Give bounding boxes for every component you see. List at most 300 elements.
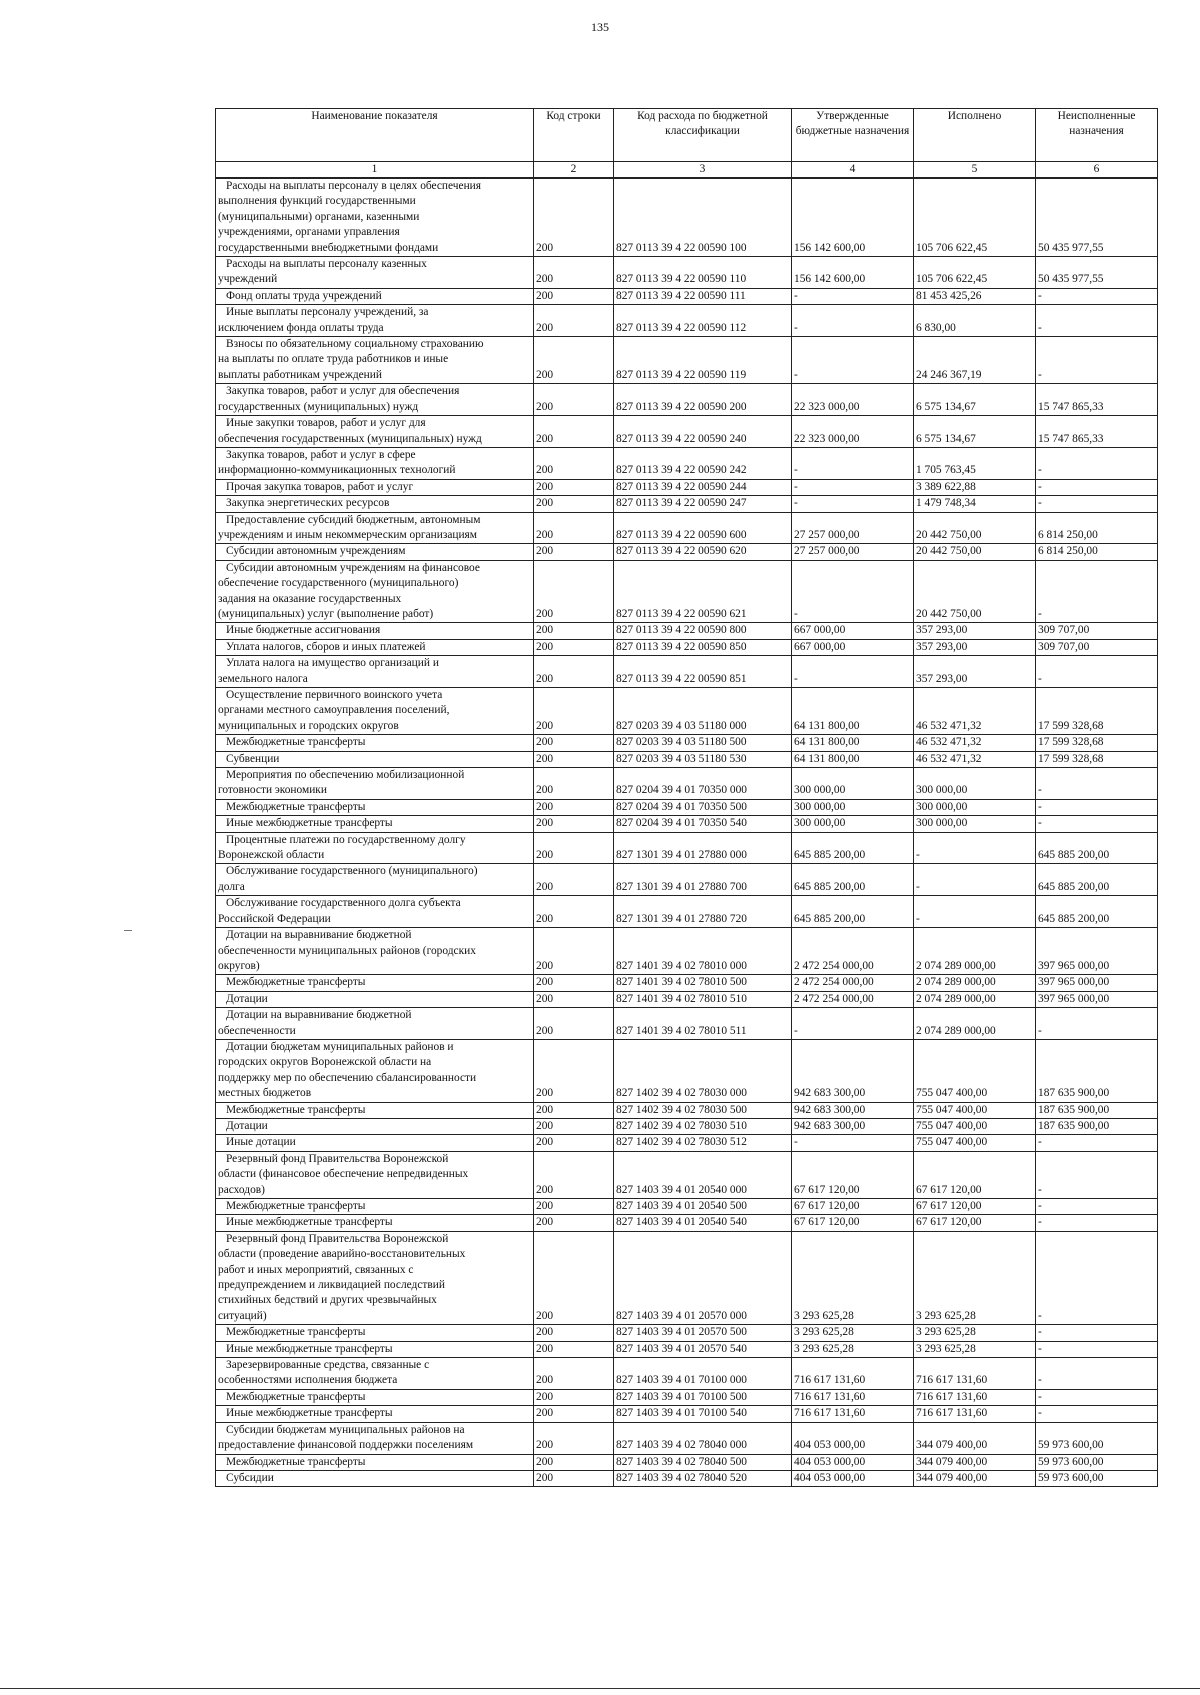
cell-unexecuted: - xyxy=(1036,496,1158,512)
table-row xyxy=(216,447,1158,479)
table-row xyxy=(216,688,1158,735)
cell-name: Субсидии xyxy=(216,1470,534,1486)
cell-name: Дотации бюджетам муниципальных районов и городских округов Воронежской области на поддержку мер по обеспечению сбалансированности местных бюджетов xyxy=(216,1039,534,1102)
cell-unexecuted: - xyxy=(1036,1135,1158,1151)
cell-approved: - xyxy=(792,288,914,304)
cell-classification: 827 1301 39 4 01 27880 720 xyxy=(614,896,792,928)
cell-name: Межбюджетные трансферты xyxy=(216,1102,534,1118)
cell-classification: 827 1401 39 4 02 78010 510 xyxy=(614,991,792,1007)
cell-classification: 827 0113 39 4 22 00590 242 xyxy=(614,447,792,479)
cell-executed: 344 079 400,00 xyxy=(914,1470,1036,1486)
cell-classification: 827 1403 39 4 01 20540 000 xyxy=(614,1151,792,1198)
cell-line-code: 200 xyxy=(534,1454,614,1470)
cell-executed: 81 453 425,26 xyxy=(914,288,1036,304)
cell-approved: 667 000,00 xyxy=(792,623,914,639)
cell-name: Субвенции xyxy=(216,751,534,767)
table-row xyxy=(216,639,1158,655)
col-header-approved: Утвержденные бюджетные назначения xyxy=(792,109,914,162)
cell-approved: 64 131 800,00 xyxy=(792,751,914,767)
table-row xyxy=(216,560,1158,623)
cell-line-code: 200 xyxy=(534,178,614,257)
cell-line-code: 200 xyxy=(534,816,614,832)
col-number: 1 xyxy=(216,162,534,179)
cell-name: Межбюджетные трансферты xyxy=(216,1199,534,1215)
cell-unexecuted: 59 973 600,00 xyxy=(1036,1470,1158,1486)
cell-executed: 1 479 748,34 xyxy=(914,496,1036,512)
cell-approved: 716 617 131,60 xyxy=(792,1389,914,1405)
cell-approved: 2 472 254 000,00 xyxy=(792,975,914,991)
cell-name: Межбюджетные трансферты xyxy=(216,735,534,751)
table-row xyxy=(216,1341,1158,1357)
cell-unexecuted: - xyxy=(1036,1215,1158,1231)
cell-classification: 827 1403 39 4 02 78040 000 xyxy=(614,1422,792,1454)
cell-name: Межбюджетные трансферты xyxy=(216,799,534,815)
table-row xyxy=(216,1422,1158,1454)
cell-name: Взносы по обязательному социальному страхованию на выплаты по оплате труда работников и иные выплаты работникам учреждений xyxy=(216,337,534,384)
cell-approved: 716 617 131,60 xyxy=(792,1358,914,1390)
cell-classification: 827 0113 39 4 22 00590 240 xyxy=(614,416,792,448)
cell-unexecuted: - xyxy=(1036,1389,1158,1405)
cell-approved: 64 131 800,00 xyxy=(792,688,914,735)
cell-unexecuted: - xyxy=(1036,1406,1158,1422)
cell-line-code: 200 xyxy=(534,864,614,896)
cell-approved: 942 683 300,00 xyxy=(792,1102,914,1118)
cell-unexecuted: - xyxy=(1036,1199,1158,1215)
cell-executed: - xyxy=(914,896,1036,928)
cell-line-code: 200 xyxy=(534,1325,614,1341)
table-row xyxy=(216,1199,1158,1215)
cell-classification: 827 1402 39 4 02 78030 500 xyxy=(614,1102,792,1118)
cell-approved: 156 142 600,00 xyxy=(792,257,914,289)
cell-line-code: 200 xyxy=(534,1215,614,1231)
cell-unexecuted: - xyxy=(1036,1341,1158,1357)
cell-classification: 827 1402 39 4 02 78030 510 xyxy=(614,1118,792,1134)
table-row xyxy=(216,896,1158,928)
table-row xyxy=(216,768,1158,800)
cell-approved: 404 053 000,00 xyxy=(792,1454,914,1470)
cell-executed: 20 442 750,00 xyxy=(914,560,1036,623)
cell-name: Субсидии автономным учреждениям на финансовое обеспечение государственного (муниципального) задания на оказание государственных (муниципальных) услуг (выполнение работ) xyxy=(216,560,534,623)
cell-name: Дотации на выравнивание бюджетной обеспеченности муниципальных районов (городских округов) xyxy=(216,928,534,975)
cell-name: Субсидии автономным учреждениям xyxy=(216,544,534,560)
table-row xyxy=(216,1039,1158,1102)
cell-approved: - xyxy=(792,479,914,495)
cell-line-code: 200 xyxy=(534,1118,614,1134)
cell-executed: 6 830,00 xyxy=(914,305,1036,337)
cell-unexecuted: - xyxy=(1036,1358,1158,1390)
table-row xyxy=(216,623,1158,639)
cell-name: Процентные платежи по государственному долгу Воронежской области xyxy=(216,832,534,864)
cell-classification: 827 0113 39 4 22 00590 110 xyxy=(614,257,792,289)
cell-unexecuted: 17 599 328,68 xyxy=(1036,751,1158,767)
cell-name: Иные бюджетные ассигнования xyxy=(216,623,534,639)
cell-classification: 827 0113 39 4 22 00590 100 xyxy=(614,178,792,257)
cell-executed: 3 293 625,28 xyxy=(914,1231,1036,1324)
cell-classification: 827 1301 39 4 01 27880 000 xyxy=(614,832,792,864)
table-row xyxy=(216,832,1158,864)
cell-name: Фонд оплаты труда учреждений xyxy=(216,288,534,304)
cell-unexecuted: 187 635 900,00 xyxy=(1036,1102,1158,1118)
table-row xyxy=(216,1325,1158,1341)
cell-name: Межбюджетные трансферты xyxy=(216,1454,534,1470)
cell-executed: 6 575 134,67 xyxy=(914,384,1036,416)
cell-name: Иные выплаты персоналу учреждений, за исключением фонда оплаты труда xyxy=(216,305,534,337)
cell-line-code: 200 xyxy=(534,623,614,639)
cell-approved: - xyxy=(792,656,914,688)
cell-approved: 667 000,00 xyxy=(792,639,914,655)
table-row xyxy=(216,305,1158,337)
cell-name: Закупка товаров, работ и услуг в сфере информационно-коммуникационных технологий xyxy=(216,447,534,479)
cell-classification: 827 1403 39 4 01 70100 500 xyxy=(614,1389,792,1405)
table-row xyxy=(216,928,1158,975)
cell-classification: 827 1403 39 4 01 20570 000 xyxy=(614,1231,792,1324)
cell-name: Иные межбюджетные трансферты xyxy=(216,1341,534,1357)
cell-unexecuted: 645 885 200,00 xyxy=(1036,832,1158,864)
cell-approved: 2 472 254 000,00 xyxy=(792,928,914,975)
cell-line-code: 200 xyxy=(534,1008,614,1040)
table-row xyxy=(216,1358,1158,1390)
cell-line-code: 200 xyxy=(534,639,614,655)
col-number: 2 xyxy=(534,162,614,179)
cell-classification: 827 0113 39 4 22 00590 200 xyxy=(614,384,792,416)
cell-line-code: 200 xyxy=(534,512,614,544)
cell-approved: 27 257 000,00 xyxy=(792,512,914,544)
cell-classification: 827 1301 39 4 01 27880 700 xyxy=(614,864,792,896)
cell-executed: 2 074 289 000,00 xyxy=(914,1008,1036,1040)
col-number: 4 xyxy=(792,162,914,179)
cell-classification: 827 1403 39 4 02 78040 500 xyxy=(614,1454,792,1470)
cell-line-code: 200 xyxy=(534,560,614,623)
cell-classification: 827 0113 39 4 22 00590 247 xyxy=(614,496,792,512)
cell-approved: 404 053 000,00 xyxy=(792,1470,914,1486)
cell-name: Иные межбюджетные трансферты xyxy=(216,1406,534,1422)
cell-classification: 827 1403 39 4 02 78040 520 xyxy=(614,1470,792,1486)
cell-approved: - xyxy=(792,447,914,479)
cell-unexecuted: - xyxy=(1036,560,1158,623)
cell-line-code: 200 xyxy=(534,975,614,991)
cell-unexecuted: 6 814 250,00 xyxy=(1036,512,1158,544)
cell-classification: 827 1403 39 4 01 20540 500 xyxy=(614,1199,792,1215)
cell-unexecuted: - xyxy=(1036,799,1158,815)
cell-approved: 300 000,00 xyxy=(792,768,914,800)
cell-executed: 755 047 400,00 xyxy=(914,1102,1036,1118)
cell-executed: 300 000,00 xyxy=(914,816,1036,832)
cell-executed: 2 074 289 000,00 xyxy=(914,991,1036,1007)
cell-unexecuted: - xyxy=(1036,1325,1158,1341)
cell-classification: 827 1401 39 4 02 78010 000 xyxy=(614,928,792,975)
cell-executed: 20 442 750,00 xyxy=(914,512,1036,544)
cell-line-code: 200 xyxy=(534,1341,614,1357)
cell-classification: 827 0204 39 4 01 70350 000 xyxy=(614,768,792,800)
cell-executed: 357 293,00 xyxy=(914,656,1036,688)
cell-classification: 827 1403 39 4 01 20570 540 xyxy=(614,1341,792,1357)
cell-classification: 827 0113 39 4 22 00590 244 xyxy=(614,479,792,495)
cell-classification: 827 0113 39 4 22 00590 119 xyxy=(614,337,792,384)
cell-name: Резервный фонд Правительства Воронежской области (проведение аварийно-восстановительных работ и иных мероприятий, связанных с предупреждением и ликвидацией последствий стихийных бедствий и других чрезвычайных ситуаций) xyxy=(216,1231,534,1324)
cell-unexecuted: 309 707,00 xyxy=(1036,639,1158,655)
cell-name: Осуществление первичного воинского учета органами местного самоуправления поселений, муниципальных и городских округов xyxy=(216,688,534,735)
cell-approved: 3 293 625,28 xyxy=(792,1231,914,1324)
table-header xyxy=(216,109,1158,179)
cell-unexecuted: 397 965 000,00 xyxy=(1036,991,1158,1007)
cell-name: Обслуживание государственного долга субъекта Российской Федерации xyxy=(216,896,534,928)
cell-line-code: 200 xyxy=(534,751,614,767)
cell-classification: 827 0204 39 4 01 70350 540 xyxy=(614,816,792,832)
cell-unexecuted: - xyxy=(1036,305,1158,337)
cell-name: Межбюджетные трансферты xyxy=(216,1389,534,1405)
cell-line-code: 200 xyxy=(534,305,614,337)
cell-name: Расходы на выплаты персоналу казенных учреждений xyxy=(216,257,534,289)
cell-name: Зарезервированные средства, связанные с особенностями исполнения бюджета xyxy=(216,1358,534,1390)
cell-approved: 64 131 800,00 xyxy=(792,735,914,751)
cell-name: Межбюджетные трансферты xyxy=(216,975,534,991)
table-row xyxy=(216,991,1158,1007)
col-number: 3 xyxy=(614,162,792,179)
cell-line-code: 200 xyxy=(534,257,614,289)
cell-unexecuted: - xyxy=(1036,447,1158,479)
cell-approved: 67 617 120,00 xyxy=(792,1199,914,1215)
table-row xyxy=(216,1102,1158,1118)
cell-approved: 404 053 000,00 xyxy=(792,1422,914,1454)
cell-classification: 827 1403 39 4 01 70100 540 xyxy=(614,1406,792,1422)
cell-name: Иные закупки товаров, работ и услуг для обеспечения государственных (муниципальных) нужд xyxy=(216,416,534,448)
cell-classification: 827 1401 39 4 02 78010 500 xyxy=(614,975,792,991)
cell-unexecuted: 50 435 977,55 xyxy=(1036,178,1158,257)
cell-unexecuted: 17 599 328,68 xyxy=(1036,735,1158,751)
cell-approved: - xyxy=(792,1008,914,1040)
table-row xyxy=(216,479,1158,495)
cell-line-code: 200 xyxy=(534,688,614,735)
cell-approved: - xyxy=(792,560,914,623)
table-row xyxy=(216,1389,1158,1405)
cell-approved: 156 142 600,00 xyxy=(792,178,914,257)
cell-executed: 105 706 622,45 xyxy=(914,257,1036,289)
cell-unexecuted: 645 885 200,00 xyxy=(1036,864,1158,896)
table-row xyxy=(216,1135,1158,1151)
cell-classification: 827 0113 39 4 22 00590 600 xyxy=(614,512,792,544)
cell-line-code: 200 xyxy=(534,1039,614,1102)
cell-unexecuted: 15 747 865,33 xyxy=(1036,384,1158,416)
cell-line-code: 200 xyxy=(534,384,614,416)
cell-name: Предоставление субсидий бюджетным, автономным учреждениям и иным некоммерческим организациям xyxy=(216,512,534,544)
cell-unexecuted: 50 435 977,55 xyxy=(1036,257,1158,289)
cell-executed: 46 532 471,32 xyxy=(914,688,1036,735)
cell-unexecuted: - xyxy=(1036,1008,1158,1040)
col-header-executed: Исполнено xyxy=(914,109,1036,162)
cell-name: Иные межбюджетные трансферты xyxy=(216,816,534,832)
cell-line-code: 200 xyxy=(534,991,614,1007)
cell-executed: 67 617 120,00 xyxy=(914,1215,1036,1231)
cell-line-code: 200 xyxy=(534,1199,614,1215)
cell-executed: - xyxy=(914,864,1036,896)
table-row xyxy=(216,1008,1158,1040)
cell-name: Расходы на выплаты персоналу в целях обеспечения выполнения функций государственными (муниципальными) органами, казенными учреждениями, органами управления государственными внебюджетными фондами xyxy=(216,178,534,257)
cell-line-code: 200 xyxy=(534,832,614,864)
col-header-classification: Код расхода по бюджетной классификации xyxy=(614,109,792,162)
cell-approved: 942 683 300,00 xyxy=(792,1118,914,1134)
cell-name: Резервный фонд Правительства Воронежской области (финансовое обеспечение непредвиденных расходов) xyxy=(216,1151,534,1198)
cell-unexecuted: 17 599 328,68 xyxy=(1036,688,1158,735)
cell-name: Уплата налога на имущество организаций и земельного налога xyxy=(216,656,534,688)
table-row xyxy=(216,544,1158,560)
table-row xyxy=(216,1151,1158,1198)
cell-classification: 827 0113 39 4 22 00590 111 xyxy=(614,288,792,304)
cell-line-code: 200 xyxy=(534,799,614,815)
cell-name: Иные межбюджетные трансферты xyxy=(216,1215,534,1231)
cell-classification: 827 1402 39 4 02 78030 512 xyxy=(614,1135,792,1151)
cell-approved: 67 617 120,00 xyxy=(792,1215,914,1231)
cell-name: Дотации xyxy=(216,1118,534,1134)
table-row xyxy=(216,864,1158,896)
cell-executed: 755 047 400,00 xyxy=(914,1135,1036,1151)
cell-name: Дотации на выравнивание бюджетной обеспеченности xyxy=(216,1008,534,1040)
table-row xyxy=(216,975,1158,991)
cell-line-code: 200 xyxy=(534,896,614,928)
cell-name: Обслуживание государственного (муниципального) долга xyxy=(216,864,534,896)
cell-classification: 827 0113 39 4 22 00590 112 xyxy=(614,305,792,337)
cell-classification: 827 1403 39 4 01 20540 540 xyxy=(614,1215,792,1231)
cell-classification: 827 0204 39 4 01 70350 500 xyxy=(614,799,792,815)
table-row xyxy=(216,288,1158,304)
cell-name: Субсидии бюджетам муниципальных районов на предоставление финансовой поддержки поселениям xyxy=(216,1422,534,1454)
table-row xyxy=(216,416,1158,448)
table-row xyxy=(216,384,1158,416)
cell-classification: 827 0113 39 4 22 00590 621 xyxy=(614,560,792,623)
cell-approved: 300 000,00 xyxy=(792,799,914,815)
col-number: 6 xyxy=(1036,162,1158,179)
cell-line-code: 200 xyxy=(534,416,614,448)
cell-unexecuted: 59 973 600,00 xyxy=(1036,1422,1158,1454)
table-row xyxy=(216,1118,1158,1134)
cell-classification: 827 0113 39 4 22 00590 620 xyxy=(614,544,792,560)
cell-executed: 67 617 120,00 xyxy=(914,1151,1036,1198)
cell-executed: 300 000,00 xyxy=(914,768,1036,800)
cell-executed: 3 389 622,88 xyxy=(914,479,1036,495)
cell-unexecuted: 309 707,00 xyxy=(1036,623,1158,639)
cell-name: Закупка энергетических ресурсов xyxy=(216,496,534,512)
cell-executed: 357 293,00 xyxy=(914,639,1036,655)
cell-executed: 755 047 400,00 xyxy=(914,1039,1036,1102)
table-row xyxy=(216,1231,1158,1324)
cell-executed: 2 074 289 000,00 xyxy=(914,975,1036,991)
cell-unexecuted: - xyxy=(1036,816,1158,832)
cell-classification: 827 1403 39 4 01 20570 500 xyxy=(614,1325,792,1341)
cell-classification: 827 0203 39 4 03 51180 500 xyxy=(614,735,792,751)
table-row xyxy=(216,816,1158,832)
cell-executed: 716 617 131,60 xyxy=(914,1389,1036,1405)
cell-line-code: 200 xyxy=(534,544,614,560)
cell-name: Иные дотации xyxy=(216,1135,534,1151)
cell-line-code: 200 xyxy=(534,1406,614,1422)
cell-line-code: 200 xyxy=(534,1470,614,1486)
cell-line-code: 200 xyxy=(534,1151,614,1198)
cell-approved: 645 885 200,00 xyxy=(792,832,914,864)
cell-executed: 2 074 289 000,00 xyxy=(914,928,1036,975)
cell-line-code: 200 xyxy=(534,479,614,495)
cell-unexecuted: 187 635 900,00 xyxy=(1036,1118,1158,1134)
cell-classification: 827 0113 39 4 22 00590 851 xyxy=(614,656,792,688)
cell-approved: - xyxy=(792,496,914,512)
table-row xyxy=(216,257,1158,289)
cell-unexecuted: 397 965 000,00 xyxy=(1036,975,1158,991)
cell-unexecuted: - xyxy=(1036,288,1158,304)
page-number: 135 xyxy=(591,20,609,34)
table-row xyxy=(216,656,1158,688)
cell-name: Уплата налогов, сборов и иных платежей xyxy=(216,639,534,655)
col-header-unexecuted: Неисполненные назначения xyxy=(1036,109,1158,162)
cell-executed: 344 079 400,00 xyxy=(914,1454,1036,1470)
col-number: 5 xyxy=(914,162,1036,179)
cell-name: Мероприятия по обеспечению мобилизационной готовности экономики xyxy=(216,768,534,800)
cell-executed: 20 442 750,00 xyxy=(914,544,1036,560)
cell-line-code: 200 xyxy=(534,1135,614,1151)
table-row xyxy=(216,735,1158,751)
cell-line-code: 200 xyxy=(534,768,614,800)
cell-approved: 716 617 131,60 xyxy=(792,1406,914,1422)
col-header-name: Наименование показателя xyxy=(216,109,534,162)
col-header-line-code: Код строки xyxy=(534,109,614,162)
cell-line-code: 200 xyxy=(534,1102,614,1118)
cell-unexecuted: - xyxy=(1036,1151,1158,1198)
cell-approved: - xyxy=(792,305,914,337)
cell-classification: 827 0203 39 4 03 51180 530 xyxy=(614,751,792,767)
cell-unexecuted: 645 885 200,00 xyxy=(1036,896,1158,928)
cell-line-code: 200 xyxy=(534,656,614,688)
cell-name: Межбюджетные трансферты xyxy=(216,1325,534,1341)
cell-unexecuted: - xyxy=(1036,656,1158,688)
cell-classification: 827 1401 39 4 02 78010 511 xyxy=(614,1008,792,1040)
cell-name: Прочая закупка товаров, работ и услуг xyxy=(216,479,534,495)
table-row xyxy=(216,1406,1158,1422)
cell-classification: 827 1403 39 4 01 70100 000 xyxy=(614,1358,792,1390)
cell-executed: 105 706 622,45 xyxy=(914,178,1036,257)
table-row xyxy=(216,751,1158,767)
cell-line-code: 200 xyxy=(534,288,614,304)
cell-line-code: 200 xyxy=(534,928,614,975)
table-row xyxy=(216,1215,1158,1231)
cell-executed: 46 532 471,32 xyxy=(914,735,1036,751)
table-row xyxy=(216,512,1158,544)
cell-executed: 24 246 367,19 xyxy=(914,337,1036,384)
cell-line-code: 200 xyxy=(534,1389,614,1405)
cell-line-code: 200 xyxy=(534,1231,614,1324)
bottom-rule xyxy=(0,1688,1200,1689)
cell-classification: 827 1402 39 4 02 78030 000 xyxy=(614,1039,792,1102)
cell-executed: - xyxy=(914,832,1036,864)
cell-unexecuted: 397 965 000,00 xyxy=(1036,928,1158,975)
cell-unexecuted: - xyxy=(1036,337,1158,384)
cell-unexecuted: 59 973 600,00 xyxy=(1036,1454,1158,1470)
cell-classification: 827 0203 39 4 03 51180 000 xyxy=(614,688,792,735)
cell-executed: 6 575 134,67 xyxy=(914,416,1036,448)
cell-line-code: 200 xyxy=(534,735,614,751)
cell-approved: 3 293 625,28 xyxy=(792,1341,914,1357)
cell-approved: 67 617 120,00 xyxy=(792,1151,914,1198)
cell-approved: - xyxy=(792,337,914,384)
table-row xyxy=(216,496,1158,512)
cell-unexecuted: - xyxy=(1036,768,1158,800)
cell-line-code: 200 xyxy=(534,496,614,512)
cell-name: Закупка товаров, работ и услуг для обеспечения государственных (муниципальных) нужд xyxy=(216,384,534,416)
cell-classification: 827 0113 39 4 22 00590 850 xyxy=(614,639,792,655)
cell-unexecuted: 6 814 250,00 xyxy=(1036,544,1158,560)
table-body xyxy=(216,178,1158,1487)
table-row xyxy=(216,1470,1158,1486)
cell-approved: 27 257 000,00 xyxy=(792,544,914,560)
table-row xyxy=(216,178,1158,257)
table-row xyxy=(216,337,1158,384)
cell-approved: 645 885 200,00 xyxy=(792,864,914,896)
